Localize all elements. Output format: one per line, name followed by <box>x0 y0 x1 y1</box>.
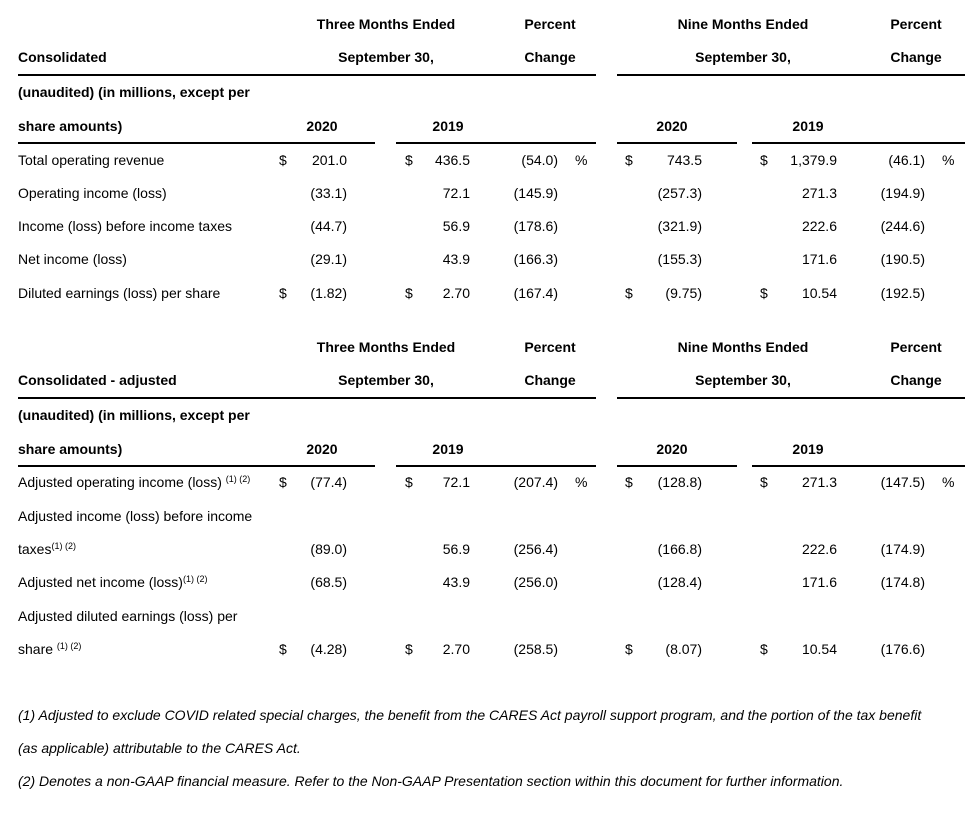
percent-change-n: (190.5) <box>880 251 925 267</box>
year-header: 2019 <box>792 118 824 134</box>
table-title: Consolidated - adjusted <box>18 372 177 388</box>
table-title: Consolidated <box>18 49 107 65</box>
header-change: Change <box>524 49 576 65</box>
value-q-2019: 43.9 <box>442 251 470 267</box>
currency-symbol: $ <box>405 641 413 657</box>
year-header: 2020 <box>656 441 688 457</box>
value-n-2019: 171.6 <box>801 251 837 267</box>
header-rule <box>18 397 596 399</box>
currency-symbol: $ <box>625 152 633 168</box>
currency-symbol: $ <box>760 474 768 490</box>
value-n-2019: 222.6 <box>801 541 837 557</box>
table-subtitle: share amounts) <box>18 441 123 457</box>
value-n-2020: (257.3) <box>657 185 702 201</box>
header-rule <box>617 74 965 76</box>
header-percent: Percent <box>524 16 576 32</box>
footnote-ref: (1) (2) <box>225 474 251 484</box>
percent-change-n: (174.8) <box>880 574 925 590</box>
header-percent: Percent <box>524 339 576 355</box>
year-rule <box>396 465 596 467</box>
percent-change-q: (258.5) <box>513 641 558 657</box>
currency-symbol: $ <box>760 285 768 301</box>
percent-sign: % <box>942 474 955 490</box>
value-q-2019: 436.5 <box>434 152 470 168</box>
year-rule <box>617 142 737 144</box>
value-n-2019: 222.6 <box>801 218 837 234</box>
row-label: Net income (loss) <box>18 251 127 267</box>
value-n-2020: (321.9) <box>657 218 702 234</box>
value-q-2019: 72.1 <box>442 474 470 490</box>
value-q-2019: 56.9 <box>442 541 470 557</box>
percent-change-n: (174.9) <box>880 541 925 557</box>
currency-symbol: $ <box>405 474 413 490</box>
percent-sign: % <box>575 152 588 168</box>
row-label <box>18 574 207 590</box>
percent-change-n: (192.5) <box>880 285 925 301</box>
footnote-ref: (1) (2) <box>51 541 76 551</box>
percent-change-q: (54.0) <box>521 152 558 168</box>
value-n-2020: (8.07) <box>665 641 702 657</box>
row-label-text: share <box>18 641 57 657</box>
percent-change-n: (194.9) <box>880 185 925 201</box>
value-q-2020: (89.0) <box>310 541 347 557</box>
year-header: 2019 <box>432 118 464 134</box>
year-rule <box>752 142 965 144</box>
value-q-2019: 2.70 <box>442 641 470 657</box>
percent-change-q: (167.4) <box>513 285 558 301</box>
header-period-date: September 30, <box>338 49 434 65</box>
value-n-2020: (166.8) <box>657 541 702 557</box>
percent-sign: % <box>942 152 955 168</box>
row-label <box>18 641 81 657</box>
currency-symbol: $ <box>279 152 287 168</box>
header-change: Change <box>890 49 942 65</box>
value-q-2020: 201.0 <box>311 152 347 168</box>
percent-change-q: (178.6) <box>513 218 558 234</box>
header-three-months: Three Months Ended <box>316 16 456 32</box>
header-period-date: September 30, <box>695 49 791 65</box>
header-change: Change <box>524 372 576 388</box>
value-n-2020: (155.3) <box>657 251 702 267</box>
year-rule <box>18 142 375 144</box>
header-change: Change <box>890 372 942 388</box>
percent-change-n: (46.1) <box>888 152 925 168</box>
header-rule <box>617 397 965 399</box>
year-header: 2020 <box>656 118 688 134</box>
value-q-2019: 72.1 <box>442 185 470 201</box>
year-header: 2020 <box>306 441 338 457</box>
value-n-2019: 271.3 <box>801 185 837 201</box>
percent-change-q: (256.0) <box>513 574 558 590</box>
header-three-months: Three Months Ended <box>316 339 456 355</box>
table-subtitle: share amounts) <box>18 118 123 134</box>
currency-symbol: $ <box>405 152 413 168</box>
value-n-2020: (128.8) <box>657 474 702 490</box>
header-nine-months: Nine Months Ended <box>677 16 809 32</box>
row-label <box>18 541 76 557</box>
percent-change-q: (207.4) <box>513 474 558 490</box>
year-rule <box>396 142 596 144</box>
footnote-1: (1) Adjusted to exclude COVID related special charges, the benefit from the CARES Act payroll support program, and the portion of the tax benefit <box>18 707 922 723</box>
year-header: 2019 <box>432 441 464 457</box>
percent-change-q: (145.9) <box>513 185 558 201</box>
footnote-2: (2) Denotes a non-GAAP financial measure. Refer to the Non-GAAP Presentation section within this document for further information. <box>18 773 844 789</box>
percent-change-n: (244.6) <box>880 218 925 234</box>
value-n-2020: 743.5 <box>666 152 702 168</box>
row-label: Total operating revenue <box>18 152 165 168</box>
row-label-line1: Adjusted diluted earnings (loss) per <box>18 608 238 624</box>
value-q-2020: (29.1) <box>310 251 347 267</box>
header-period-date: September 30, <box>338 372 434 388</box>
currency-symbol: $ <box>625 285 633 301</box>
value-n-2019: 271.3 <box>801 474 837 490</box>
value-q-2020: (77.4) <box>310 474 347 490</box>
row-label-line1: Adjusted income (loss) before income <box>18 508 253 524</box>
percent-change-q: (256.4) <box>513 541 558 557</box>
row-label-text: Adjusted net income (loss) <box>18 574 183 590</box>
percent-sign: % <box>575 474 588 490</box>
value-n-2019: 1,379.9 <box>790 152 837 168</box>
row-label-text: Adjusted operating income (loss) <box>18 474 226 490</box>
currency-symbol: $ <box>279 474 287 490</box>
value-n-2019: 10.54 <box>801 641 837 657</box>
currency-symbol: $ <box>625 641 633 657</box>
year-header: 2020 <box>306 118 338 134</box>
year-rule <box>18 465 375 467</box>
header-percent: Percent <box>890 16 942 32</box>
currency-symbol: $ <box>760 641 768 657</box>
value-q-2020: (68.5) <box>310 574 347 590</box>
footnote-1-cont: (as applicable) attributable to the CARES Act. <box>18 740 301 756</box>
value-q-2019: 2.70 <box>442 285 470 301</box>
value-n-2020: (128.4) <box>657 574 702 590</box>
row-label: Operating income (loss) <box>18 185 167 201</box>
header-percent: Percent <box>890 339 942 355</box>
value-q-2019: 56.9 <box>442 218 470 234</box>
value-q-2020: (44.7) <box>310 218 347 234</box>
value-q-2020: (33.1) <box>310 185 347 201</box>
value-q-2019: 43.9 <box>442 574 470 590</box>
footnote-ref: (1) (2) <box>56 641 82 651</box>
header-period-date: September 30, <box>695 372 791 388</box>
value-n-2019: 171.6 <box>801 574 837 590</box>
currency-symbol: $ <box>279 285 287 301</box>
value-q-2020: (1.82) <box>310 285 347 301</box>
value-n-2019: 10.54 <box>801 285 837 301</box>
table-subtitle: (unaudited) (in millions, except per <box>18 84 250 100</box>
value-n-2020: (9.75) <box>665 285 702 301</box>
header-rule <box>18 74 596 76</box>
percent-change-n: (176.6) <box>880 641 925 657</box>
percent-change-q: (166.3) <box>513 251 558 267</box>
row-label <box>18 474 250 490</box>
table-subtitle: (unaudited) (in millions, except per <box>18 407 250 423</box>
percent-change-n: (147.5) <box>880 474 925 490</box>
currency-symbol: $ <box>279 641 287 657</box>
row-label: Diluted earnings (loss) per share <box>18 285 221 301</box>
footnote-ref: (1) (2) <box>182 574 208 584</box>
year-rule <box>617 465 737 467</box>
year-rule <box>752 465 965 467</box>
currency-symbol: $ <box>625 474 633 490</box>
row-label-text: taxes <box>18 541 52 557</box>
header-nine-months: Nine Months Ended <box>677 339 809 355</box>
row-label: Income (loss) before income taxes <box>18 218 232 234</box>
year-header: 2019 <box>792 441 824 457</box>
currency-symbol: $ <box>760 152 768 168</box>
value-q-2020: (4.28) <box>310 641 347 657</box>
currency-symbol: $ <box>405 285 413 301</box>
